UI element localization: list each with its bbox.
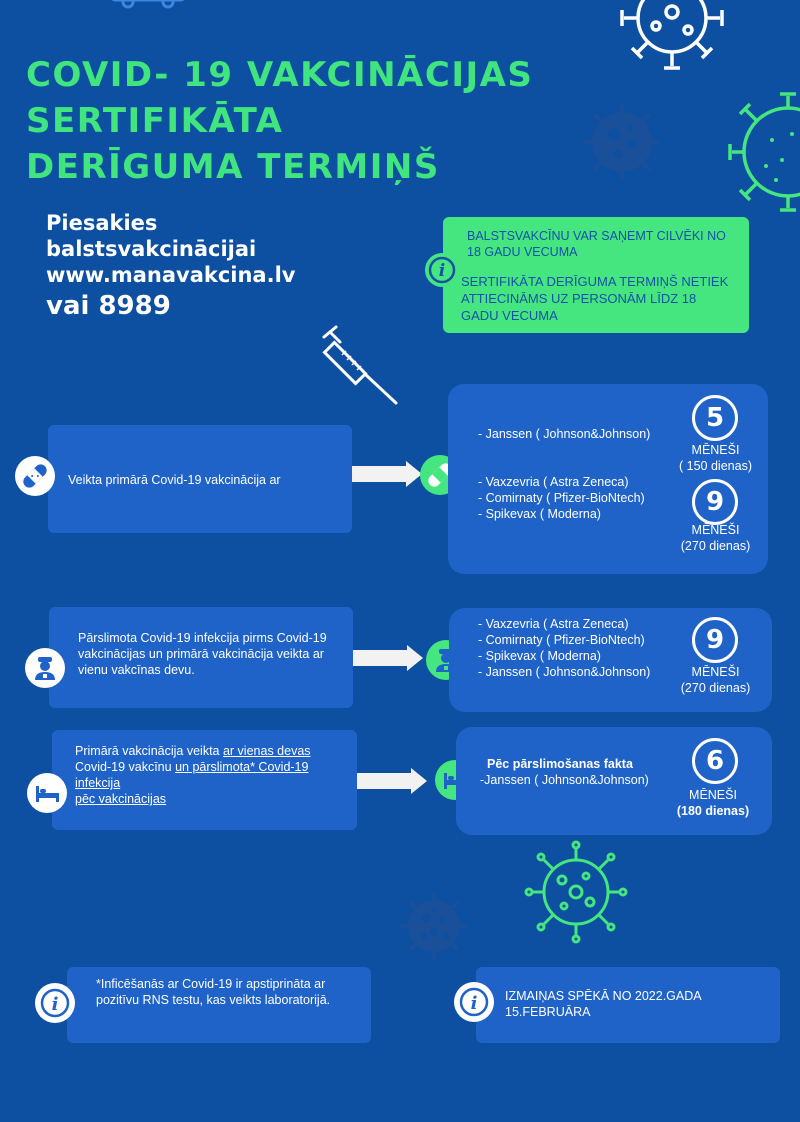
footnote-text: *Inficēšanās ar Covid-19 ir apstiprināta ar pozitīvu RNS testu, kas veikts laboratorijā. [96,977,331,1007]
info-icon [425,253,459,287]
months-badge: 6 [692,738,738,784]
validity-label [668,442,763,474]
notice-line: SERTIFIKĀTA DERĪGUMA TERMIŅŠ NETIEK ATTIECINĀMS UZ PERSONĀM LĪDZ 18 GADU VECUMA [461,274,729,323]
validity-label [663,787,763,819]
title-line: SERTIFIKĀTA [26,101,284,141]
condition-link[interactable]: ar vienas devas [222,744,311,758]
bandage-icon [15,456,55,496]
virus-icon [726,90,800,214]
condition-text [75,743,345,807]
condition-text: Veikta primārā Covid-19 vakcinācija ar [68,473,281,487]
svg-text:i: i [470,993,478,1014]
doctor-badge [25,648,65,688]
notice-line: BALSTSVAKCĪNU VAR SAŅEMT CILVĒKI NO 18 GADU VECUMA [467,229,726,259]
vaccine-item: - Janssen ( Johnson&Johnson) [478,427,651,441]
effective-date-text: IZMAIŅAS SPĒKĀ NO 2022.GADA 15.FEBRUĀRA [505,989,701,1019]
bed-badge [27,773,67,813]
days-count: ( 150 dienas) [679,459,752,473]
svg-text:i: i [51,994,59,1015]
condition-link[interactable]: pēc vakcinācijas [75,792,167,806]
arrow-icon [353,645,423,671]
info-icon [35,983,75,1023]
title-line: DERĪGUMA TERMIŅŠ [26,147,440,187]
apply-info [46,210,295,324]
days-count: (270 dienas) [680,539,751,553]
bed-icon [27,773,67,813]
page-title [26,52,626,190]
virus-icon [524,840,628,944]
virus-icon [612,0,732,78]
months-badge: 9 [692,479,738,525]
months-badge: 5 [692,395,738,441]
vaccine-item: - Vaxzevria ( Astra Zeneca) [478,617,629,631]
info-icon [454,982,494,1022]
vaccine-list [478,426,688,442]
title-line: COVID- 19 VAKCINĀCIJAS [26,55,534,95]
vaccine-item: - Spikevax ( Moderna) [478,649,601,663]
vaccine-list [478,616,688,680]
vaccine-item: - Comirnaty ( Pfizer-BioNtech) [478,633,645,647]
info-badge [35,983,75,1023]
vaccine-item: - Vaxzevria ( Astra Zeneca) [478,475,629,489]
truck-decoration-icon [108,0,190,12]
result-heading: Pēc pārslimošanas fakta [487,757,633,771]
arrow-icon [352,461,422,487]
validity-label [668,664,763,696]
apply-phone: vai 8989 [46,291,171,321]
months-badge: 9 [692,617,738,663]
apply-line: Piesakies [46,211,158,235]
vaccine-list [478,474,688,522]
days-count: (180 dienas) [676,804,750,818]
days-count: (270 dienas) [680,681,751,695]
notice-box [443,217,749,333]
condition-text: Pārslimota Covid-19 infekcija pirms Covid-19 vakcinācijas un primārā vakcinācija veikta ar vienu vakcīnas devu. [78,631,327,677]
bandage-badge [15,456,55,496]
vaccine-item: - Comirnaty ( Pfizer-BioNtech) [478,491,645,505]
vaccine-item: -Janssen ( Johnson&Johnson) [480,773,649,787]
validity-label [668,522,763,554]
apply-line: balstsvakcinācijai [46,237,257,261]
apply-website[interactable]: www.manavakcina.lv [46,263,296,287]
vaccine-item: - Janssen ( Johnson&Johnson) [478,665,651,679]
info-badge [454,982,494,1022]
months-unit: MĒNEŠI [691,443,740,457]
months-unit: MĒNEŠI [691,523,740,537]
condition-part: Covid-19 vakcīnu [75,760,176,774]
months-unit: MĒNEŠI [691,665,740,679]
virus-icon [398,890,470,962]
vaccine-item: - Spikevax ( Moderna) [478,507,601,521]
months-unit: MĒNEŠI [689,788,737,802]
condition-link[interactable]: un pārslimota* Covid-19 infekcija [75,760,309,790]
svg-text:i: i [438,261,446,281]
syringe-icon [318,325,402,407]
condition-part: Primārā vakcinācija veikta [75,744,223,758]
arrow-icon [357,768,427,794]
info-badge [425,253,459,287]
doctor-icon [25,648,65,688]
